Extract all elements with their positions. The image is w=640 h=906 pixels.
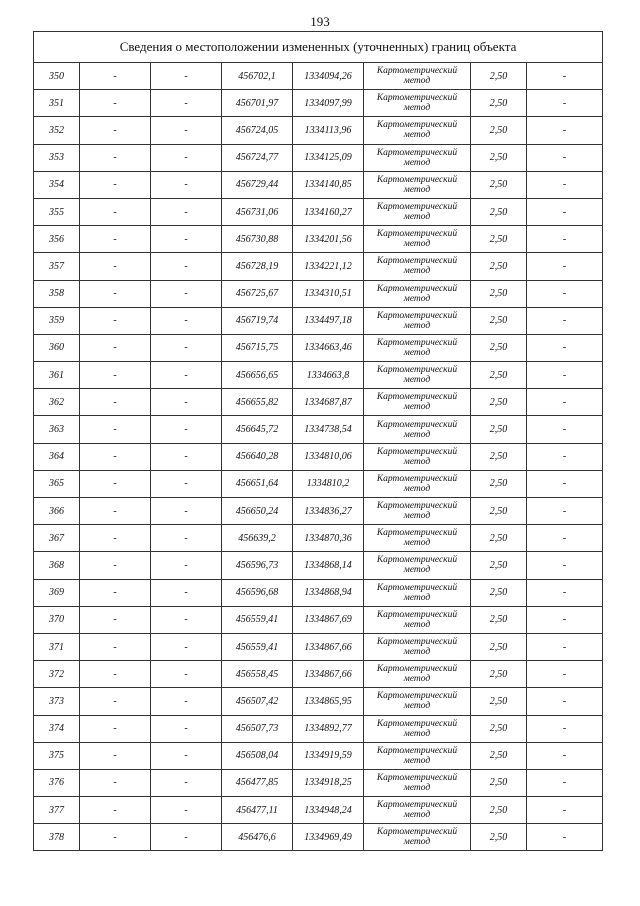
accuracy-cell: 2,50 [471, 171, 527, 198]
point-number-cell: 366 [34, 498, 80, 525]
old-y-cell: - [151, 498, 222, 525]
point-number-cell: 371 [34, 633, 80, 660]
new-x-cell: 456651,64 [222, 470, 293, 497]
old-x-cell: - [80, 552, 151, 579]
method-cell: Картометрический метод [364, 470, 471, 497]
point-number-cell: 365 [34, 470, 80, 497]
old-y-cell: - [151, 198, 222, 225]
point-number-cell: 374 [34, 715, 80, 742]
new-y-cell: 1334201,56 [293, 226, 364, 253]
old-x-cell: - [80, 606, 151, 633]
old-y-cell: - [151, 280, 222, 307]
method-cell: Картометрический метод [364, 198, 471, 225]
new-x-cell: 456724,05 [222, 117, 293, 144]
method-cell: Картометрический метод [364, 389, 471, 416]
new-y-cell: 1334918,25 [293, 769, 364, 796]
point-number-cell: 361 [34, 362, 80, 389]
old-x-cell: - [80, 171, 151, 198]
old-x-cell: - [80, 253, 151, 280]
method-cell: Картометрический метод [364, 117, 471, 144]
new-x-cell: 456725,67 [222, 280, 293, 307]
accuracy-cell: 2,50 [471, 280, 527, 307]
method-cell: Картометрический метод [364, 742, 471, 769]
description-cell: - [527, 742, 603, 769]
new-y-cell: 1334868,94 [293, 579, 364, 606]
old-y-cell: - [151, 633, 222, 660]
point-number-cell: 378 [34, 824, 80, 851]
accuracy-cell: 2,50 [471, 253, 527, 280]
method-cell: Картометрический метод [364, 633, 471, 660]
accuracy-cell: 2,50 [471, 117, 527, 144]
new-x-cell: 456559,41 [222, 633, 293, 660]
old-y-cell: - [151, 144, 222, 171]
method-cell: Картометрический метод [364, 498, 471, 525]
old-y-cell: - [151, 389, 222, 416]
method-cell: Картометрический метод [364, 715, 471, 742]
new-y-cell: 1334738,54 [293, 416, 364, 443]
method-cell: Картометрический метод [364, 307, 471, 334]
point-number-cell: 376 [34, 769, 80, 796]
new-y-cell: 1334836,27 [293, 498, 364, 525]
old-y-cell: - [151, 117, 222, 144]
accuracy-cell: 2,50 [471, 198, 527, 225]
description-cell: - [527, 633, 603, 660]
table-row [34, 334, 603, 361]
new-x-cell: 456596,68 [222, 579, 293, 606]
new-y-cell: 1334969,49 [293, 824, 364, 851]
table-row [34, 606, 603, 633]
old-y-cell: - [151, 307, 222, 334]
new-x-cell: 456640,28 [222, 443, 293, 470]
description-cell: - [527, 688, 603, 715]
new-y-cell: 1334867,69 [293, 606, 364, 633]
new-y-cell: 1334097,99 [293, 90, 364, 117]
old-x-cell: - [80, 688, 151, 715]
method-cell: Картометрический метод [364, 362, 471, 389]
old-y-cell: - [151, 552, 222, 579]
table-row [34, 769, 603, 796]
method-cell: Картометрический метод [364, 525, 471, 552]
description-cell: - [527, 253, 603, 280]
point-number-cell: 354 [34, 171, 80, 198]
old-x-cell: - [80, 633, 151, 660]
accuracy-cell: 2,50 [471, 633, 527, 660]
method-cell: Картометрический метод [364, 226, 471, 253]
point-number-cell: 352 [34, 117, 80, 144]
point-number-cell: 362 [34, 389, 80, 416]
point-number-cell: 358 [34, 280, 80, 307]
accuracy-cell: 2,50 [471, 63, 527, 90]
table-row [34, 198, 603, 225]
new-x-cell: 456507,73 [222, 715, 293, 742]
old-y-cell: - [151, 579, 222, 606]
accuracy-cell: 2,50 [471, 742, 527, 769]
new-x-cell: 456701,97 [222, 90, 293, 117]
old-x-cell: - [80, 661, 151, 688]
method-cell: Картометрический метод [364, 606, 471, 633]
table-title-row [34, 32, 603, 63]
point-number-cell: 356 [34, 226, 80, 253]
method-cell: Картометрический метод [364, 63, 471, 90]
new-x-cell: 456650,24 [222, 498, 293, 525]
description-cell: - [527, 824, 603, 851]
method-cell: Картометрический метод [364, 144, 471, 171]
old-x-cell: - [80, 470, 151, 497]
old-x-cell: - [80, 579, 151, 606]
table-row [34, 362, 603, 389]
accuracy-cell: 2,50 [471, 797, 527, 824]
new-x-cell: 456596,73 [222, 552, 293, 579]
old-y-cell: - [151, 797, 222, 824]
description-cell: - [527, 606, 603, 633]
new-y-cell: 1334810,06 [293, 443, 364, 470]
old-x-cell: - [80, 63, 151, 90]
accuracy-cell: 2,50 [471, 688, 527, 715]
old-y-cell: - [151, 226, 222, 253]
accuracy-cell: 2,50 [471, 334, 527, 361]
old-y-cell: - [151, 769, 222, 796]
old-y-cell: - [151, 661, 222, 688]
accuracy-cell: 2,50 [471, 579, 527, 606]
point-number-cell: 363 [34, 416, 80, 443]
new-x-cell: 456645,72 [222, 416, 293, 443]
new-y-cell: 1334948,24 [293, 797, 364, 824]
new-x-cell: 456724,77 [222, 144, 293, 171]
new-y-cell: 1334310,51 [293, 280, 364, 307]
old-x-cell: - [80, 824, 151, 851]
new-x-cell: 456507,42 [222, 688, 293, 715]
old-x-cell: - [80, 769, 151, 796]
point-number-cell: 364 [34, 443, 80, 470]
table-row [34, 253, 603, 280]
accuracy-cell: 2,50 [471, 416, 527, 443]
point-number-cell: 369 [34, 579, 80, 606]
accuracy-cell: 2,50 [471, 144, 527, 171]
point-number-cell: 357 [34, 253, 80, 280]
point-number-cell: 351 [34, 90, 80, 117]
old-x-cell: - [80, 443, 151, 470]
method-cell: Картометрический метод [364, 661, 471, 688]
new-x-cell: 456729,44 [222, 171, 293, 198]
new-x-cell: 456559,41 [222, 606, 293, 633]
old-x-cell: - [80, 226, 151, 253]
accuracy-cell: 2,50 [471, 769, 527, 796]
point-number-cell: 375 [34, 742, 80, 769]
description-cell: - [527, 769, 603, 796]
accuracy-cell: 2,50 [471, 824, 527, 851]
method-cell: Картометрический метод [364, 334, 471, 361]
description-cell: - [527, 90, 603, 117]
new-y-cell: 1334865,95 [293, 688, 364, 715]
new-x-cell: 456702,1 [222, 63, 293, 90]
description-cell: - [527, 715, 603, 742]
new-x-cell: 456558,45 [222, 661, 293, 688]
new-y-cell: 1334113,96 [293, 117, 364, 144]
point-number-cell: 353 [34, 144, 80, 171]
description-cell: - [527, 525, 603, 552]
new-y-cell: 1334160,27 [293, 198, 364, 225]
old-y-cell: - [151, 525, 222, 552]
old-x-cell: - [80, 198, 151, 225]
accuracy-cell: 2,50 [471, 307, 527, 334]
old-y-cell: - [151, 90, 222, 117]
old-x-cell: - [80, 280, 151, 307]
old-y-cell: - [151, 688, 222, 715]
point-number-cell: 377 [34, 797, 80, 824]
method-cell: Картометрический метод [364, 824, 471, 851]
table-title: Сведения о местоположении измененных (уточненных) границ объекта [34, 32, 603, 63]
new-y-cell: 1334125,09 [293, 144, 364, 171]
new-y-cell: 1334870,36 [293, 525, 364, 552]
old-x-cell: - [80, 715, 151, 742]
old-y-cell: - [151, 171, 222, 198]
old-x-cell: - [80, 498, 151, 525]
method-cell: Картометрический метод [364, 280, 471, 307]
new-x-cell: 456731,06 [222, 198, 293, 225]
description-cell: - [527, 389, 603, 416]
table-row [34, 579, 603, 606]
description-cell: - [527, 117, 603, 144]
table-row [34, 144, 603, 171]
method-cell: Картометрический метод [364, 688, 471, 715]
new-y-cell: 1334919,59 [293, 742, 364, 769]
point-number-cell: 360 [34, 334, 80, 361]
table-row [34, 525, 603, 552]
new-x-cell: 456655,82 [222, 389, 293, 416]
boundary-coordinates-table [33, 31, 603, 851]
old-y-cell: - [151, 63, 222, 90]
new-x-cell: 456476,6 [222, 824, 293, 851]
old-y-cell: - [151, 824, 222, 851]
table-row [34, 280, 603, 307]
new-x-cell: 456508,04 [222, 742, 293, 769]
point-number-cell: 350 [34, 63, 80, 90]
new-y-cell: 1334663,46 [293, 334, 364, 361]
accuracy-cell: 2,50 [471, 552, 527, 579]
new-y-cell: 1334094,26 [293, 63, 364, 90]
old-y-cell: - [151, 443, 222, 470]
description-cell: - [527, 171, 603, 198]
description-cell: - [527, 416, 603, 443]
description-cell: - [527, 661, 603, 688]
description-cell: - [527, 797, 603, 824]
method-cell: Картометрический метод [364, 579, 471, 606]
description-cell: - [527, 362, 603, 389]
new-y-cell: 1334140,85 [293, 171, 364, 198]
description-cell: - [527, 579, 603, 606]
accuracy-cell: 2,50 [471, 470, 527, 497]
new-x-cell: 456477,85 [222, 769, 293, 796]
new-y-cell: 1334810,2 [293, 470, 364, 497]
old-y-cell: - [151, 715, 222, 742]
new-x-cell: 456728,19 [222, 253, 293, 280]
new-y-cell: 1334497,18 [293, 307, 364, 334]
method-cell: Картометрический метод [364, 443, 471, 470]
table-row [34, 552, 603, 579]
table-row [34, 226, 603, 253]
description-cell: - [527, 63, 603, 90]
point-number-cell: 367 [34, 525, 80, 552]
point-number-cell: 368 [34, 552, 80, 579]
old-y-cell: - [151, 362, 222, 389]
table-row [34, 633, 603, 660]
old-x-cell: - [80, 144, 151, 171]
table-row [34, 171, 603, 198]
old-x-cell: - [80, 307, 151, 334]
table-row [34, 688, 603, 715]
new-y-cell: 1334868,14 [293, 552, 364, 579]
method-cell: Картометрический метод [364, 416, 471, 443]
old-x-cell: - [80, 416, 151, 443]
new-x-cell: 456639,2 [222, 525, 293, 552]
new-x-cell: 456715,75 [222, 334, 293, 361]
accuracy-cell: 2,50 [471, 715, 527, 742]
new-y-cell: 1334867,66 [293, 633, 364, 660]
new-y-cell: 1334892,77 [293, 715, 364, 742]
method-cell: Картометрический метод [364, 90, 471, 117]
new-x-cell: 456477,11 [222, 797, 293, 824]
accuracy-cell: 2,50 [471, 389, 527, 416]
accuracy-cell: 2,50 [471, 606, 527, 633]
point-number-cell: 373 [34, 688, 80, 715]
description-cell: - [527, 280, 603, 307]
method-cell: Картометрический метод [364, 253, 471, 280]
new-x-cell: 456719,74 [222, 307, 293, 334]
accuracy-cell: 2,50 [471, 498, 527, 525]
table-row [34, 498, 603, 525]
table-row [34, 824, 603, 851]
old-y-cell: - [151, 470, 222, 497]
description-cell: - [527, 334, 603, 361]
table-row [34, 416, 603, 443]
description-cell: - [527, 226, 603, 253]
description-cell: - [527, 307, 603, 334]
description-cell: - [527, 443, 603, 470]
new-y-cell: 1334221,12 [293, 253, 364, 280]
old-x-cell: - [80, 389, 151, 416]
old-y-cell: - [151, 742, 222, 769]
table-row [34, 90, 603, 117]
new-x-cell: 456656,65 [222, 362, 293, 389]
table-row [34, 797, 603, 824]
table-row [34, 742, 603, 769]
old-x-cell: - [80, 90, 151, 117]
accuracy-cell: 2,50 [471, 90, 527, 117]
table-row [34, 661, 603, 688]
old-x-cell: - [80, 117, 151, 144]
old-x-cell: - [80, 525, 151, 552]
table-row [34, 117, 603, 144]
method-cell: Картометрический метод [364, 797, 471, 824]
accuracy-cell: 2,50 [471, 443, 527, 470]
point-number-cell: 370 [34, 606, 80, 633]
description-cell: - [527, 470, 603, 497]
description-cell: - [527, 552, 603, 579]
accuracy-cell: 2,50 [471, 362, 527, 389]
old-x-cell: - [80, 742, 151, 769]
new-x-cell: 456730,88 [222, 226, 293, 253]
new-y-cell: 1334867,66 [293, 661, 364, 688]
new-y-cell: 1334663,8 [293, 362, 364, 389]
point-number-cell: 372 [34, 661, 80, 688]
point-number-cell: 359 [34, 307, 80, 334]
table-row [34, 443, 603, 470]
page-number: 193 [310, 14, 330, 29]
description-cell: - [527, 144, 603, 171]
method-cell: Картометрический метод [364, 769, 471, 796]
table-row [34, 715, 603, 742]
old-x-cell: - [80, 362, 151, 389]
old-x-cell: - [80, 797, 151, 824]
old-y-cell: - [151, 253, 222, 280]
old-y-cell: - [151, 416, 222, 443]
description-cell: - [527, 498, 603, 525]
accuracy-cell: 2,50 [471, 226, 527, 253]
accuracy-cell: 2,50 [471, 525, 527, 552]
table-row [34, 470, 603, 497]
old-y-cell: - [151, 334, 222, 361]
accuracy-cell: 2,50 [471, 661, 527, 688]
table-row [34, 307, 603, 334]
method-cell: Картометрический метод [364, 171, 471, 198]
point-number-cell: 355 [34, 198, 80, 225]
table-row [34, 63, 603, 90]
table-row [34, 389, 603, 416]
description-cell: - [527, 198, 603, 225]
new-y-cell: 1334687,87 [293, 389, 364, 416]
old-y-cell: - [151, 606, 222, 633]
old-x-cell: - [80, 334, 151, 361]
method-cell: Картометрический метод [364, 552, 471, 579]
